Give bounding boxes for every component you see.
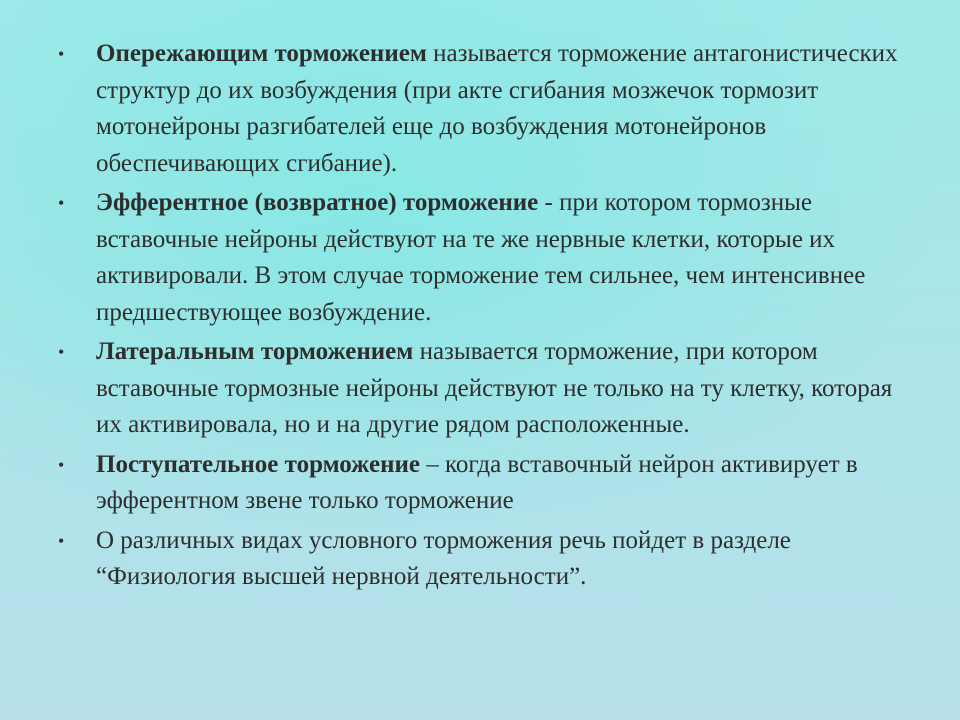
bullet-item-efferent-inhibition	[58, 185, 918, 331]
bullet-item-progressive-inhibition	[58, 447, 918, 520]
bullet-body: называется торможение антагонистических структур до их возбуждения (при акте сгибания мозжечок тормозит мотонейроны разгибателей еще до возбуждения мотонейронов обеспечивающих сгибание).	[96, 40, 898, 177]
bullet-marker: •	[58, 44, 65, 64]
bullet-term: Латеральным торможением	[96, 338, 414, 365]
bullet-item-conditioned-inhibition-note	[58, 523, 918, 596]
bullet-body: - при котором тормозные вставочные нейроны действуют на те же нервные клетки, которые их активировали. В этом случае торможение тем сильнее, чем интенсивнее предшествующее возбуждение.	[96, 189, 866, 326]
bullet-item-lateral-inhibition	[58, 334, 918, 444]
bullet-item-anticipatory-inhibition	[58, 36, 918, 182]
bullet-text	[96, 447, 918, 520]
bullet-body: называется торможение, при котором вставочные тормозные нейроны действуют не только на ту клетку, которая их активировала, но и на другие рядом расположенные.	[96, 338, 893, 438]
bullet-marker: •	[58, 342, 65, 362]
bullet-marker: •	[58, 454, 65, 475]
bullet-marker: •	[58, 193, 65, 213]
bullet-body: – когда вставочный нейрон активирует в эфферентном звене только торможение	[96, 450, 858, 514]
bullet-marker: •	[58, 530, 65, 551]
bullet-text	[96, 334, 918, 444]
bullet-text	[96, 36, 918, 182]
bullet-term: Эфферентное (возвратное) торможение	[96, 189, 539, 216]
bullet-list	[58, 36, 918, 599]
bullet-text	[96, 185, 918, 331]
bullet-term: Опережающим торможением	[96, 40, 427, 67]
bullet-text	[96, 523, 918, 596]
bullet-body: О различных видах условного торможения речь пойдет в разделе “Физиология высшей нервной деятельности”.	[96, 526, 791, 590]
bullet-term: Поступательное торможение	[96, 450, 420, 478]
